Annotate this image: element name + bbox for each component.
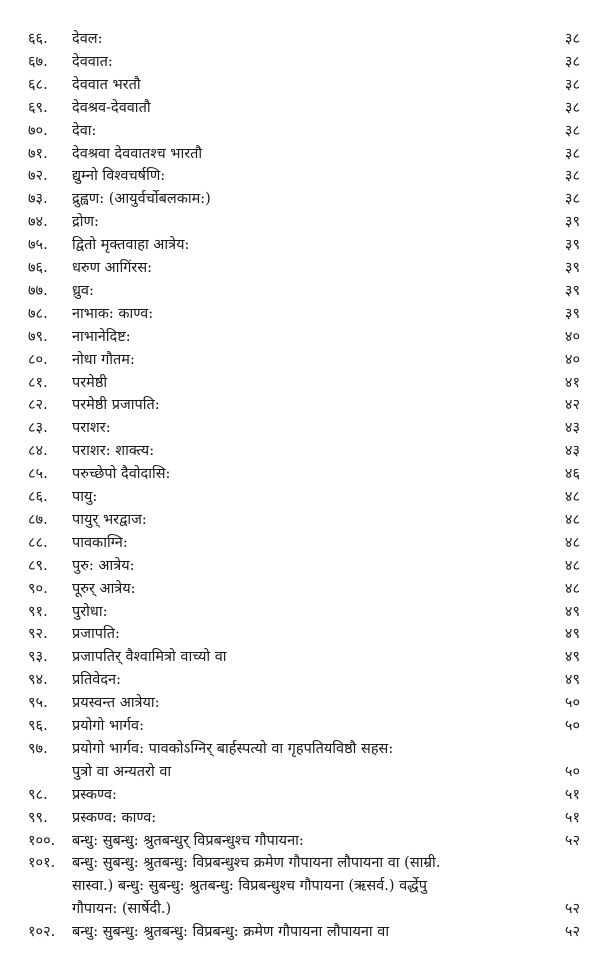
toc-entry [0, 921, 600, 944]
entry-page-number: ४१ [564, 374, 580, 391]
entry-title-line: देववात भरतौ [72, 76, 141, 93]
entry-number: ७८. [28, 305, 48, 322]
entry-title-line: द्वितो मृक्तवाहा आत्रेय: [72, 237, 190, 254]
entry-page-number: ३९ [564, 260, 580, 276]
entry-title-line: सास्वा.) बन्धु: सुबन्धु: श्रुतबन्धु: विप्रबन्धुश्च गौपायना (ऋसर्व.) वर्द्धेपु [72, 878, 427, 895]
entry-number: ९१. [28, 603, 48, 620]
entry-title-line: प्रयोगो भार्गव: पावकोऽग्निर् बार्हस्पत्यो वा गृहपतियविष्ठौ सहस: [72, 740, 394, 757]
entry-title-line: पुरोधा: [72, 603, 108, 620]
entry-page-number: ३९ [564, 214, 580, 231]
entry-number: १०२. [28, 924, 56, 941]
toc-entry [0, 165, 600, 188]
toc-entry [0, 532, 600, 555]
entry-number: ६६. [28, 31, 48, 47]
entry-number: १००. [28, 832, 56, 849]
entry-title-line: प्रस्कण्व: काण्व: [72, 809, 157, 826]
entry-number: ९०. [28, 580, 48, 597]
entry-title-line: नाभाक: काण्व: [72, 305, 154, 322]
toc-entry [0, 188, 600, 211]
entry-title-line: देवश्रवा देववातश्च भारतौ [72, 145, 203, 162]
entry-title-line: द्रोण: [72, 214, 99, 231]
entry-title-line: ध्रुव: [72, 282, 94, 299]
toc-entry [0, 555, 600, 578]
toc-entry [0, 623, 600, 646]
entry-number: ९५. [28, 695, 48, 712]
entry-number: ७२. [28, 168, 48, 185]
toc-entry [0, 807, 600, 830]
toc-entry [0, 852, 600, 921]
entry-page-number: ३८ [564, 99, 580, 116]
entry-number: ८६. [28, 489, 48, 505]
entry-title-line: प्रजापतिर् वैश्वामित्रो वाच्यो वा [72, 649, 227, 666]
toc-entry [0, 97, 600, 120]
entry-title-line: परुच्छेपो दैवोदासि: [72, 466, 171, 483]
entry-title-line: प्रजापति: [72, 626, 120, 643]
entry-page-number: ५१ [564, 809, 580, 826]
toc-entry [0, 349, 600, 372]
entry-number: ८४. [28, 443, 48, 460]
entry-number: ९९. [28, 809, 48, 826]
toc-entry [0, 715, 600, 738]
entry-page-number: ४३ [564, 443, 580, 460]
entry-page-number: ३९ [564, 237, 580, 254]
toc-entry [0, 28, 600, 51]
entry-page-number: ४८ [564, 489, 580, 505]
entry-title-line: द्रुह्वण: (आयुर्वर्चोबलकाम:) [72, 191, 211, 208]
entry-page-number: ४८ [564, 511, 580, 528]
entry-title-line: धरुण आगिंरस: [72, 260, 153, 276]
entry-number: ९६. [28, 718, 48, 734]
entry-title-line: बन्धु: सुबन्धु: श्रुतबन्धु: विप्रबन्धुश्च क्रमेण गौपायना लौपायना वा (साम्री. [72, 855, 441, 872]
entry-page-number: ५२ [564, 832, 580, 849]
entry-title-line: गौपायन: (सार्षेदी.) [72, 901, 172, 918]
entry-number: ७०. [28, 122, 48, 139]
entry-number: ६९. [28, 99, 48, 116]
entry-page-number: ५२ [564, 924, 580, 941]
entry-number: ७४. [28, 214, 48, 231]
entry-page-number: ४९ [564, 649, 580, 666]
entry-page-number: ४८ [564, 580, 580, 597]
toc-entry [0, 120, 600, 143]
toc-entry [0, 440, 600, 463]
toc-entry [0, 692, 600, 715]
entry-page-number: ५१ [564, 786, 580, 803]
entry-page-number: ३८ [564, 31, 580, 47]
toc-entry [0, 372, 600, 395]
entry-page-number: ४३ [564, 420, 580, 437]
toc-entry [0, 74, 600, 97]
entry-number: ७५. [28, 237, 48, 254]
toc-entry [0, 646, 600, 669]
entry-title-line: प्रतिवेदन: [72, 672, 121, 689]
entry-page-number: ३८ [564, 191, 580, 208]
entry-page-number: ५० [564, 763, 580, 780]
entry-number: ९७. [28, 740, 48, 757]
toc-entry [0, 417, 600, 440]
entry-page-number: ३८ [564, 168, 580, 185]
entry-title-line: परमेष्ठी प्रजापति: [72, 397, 160, 414]
entry-title-line: पावकाग्नि: [72, 534, 128, 551]
entry-number: १०१. [28, 855, 56, 872]
entry-title-line: देवश्रव-देववातौ [72, 99, 151, 116]
entry-title-line: देववात: [72, 53, 113, 70]
toc-entry [0, 51, 600, 74]
entry-number: ८५. [28, 466, 48, 483]
entry-number: ९८. [28, 786, 48, 803]
entry-title-line: नाभानेदिष्ट: [72, 328, 131, 345]
entry-page-number: ४० [564, 328, 580, 345]
entry-title-line: बन्धु: सुबन्धु: श्रुतबन्धु: विप्रबन्धु: क्रमेण गौपायना लौपायना वा [72, 924, 390, 941]
entry-number: ८८. [28, 534, 48, 551]
entry-page-number: ३९ [564, 305, 580, 322]
toc-entry [0, 234, 600, 257]
toc-entry [0, 784, 600, 807]
entry-number: ७९. [28, 328, 48, 345]
entry-title-line: देवल: [72, 31, 103, 47]
entry-number: ९२. [28, 626, 48, 643]
toc-entry [0, 669, 600, 692]
entry-number: ७७. [28, 282, 48, 299]
toc-entry [0, 463, 600, 486]
toc-entry [0, 280, 600, 303]
toc-entry [0, 394, 600, 417]
entry-title-line: पराशर: [72, 420, 111, 437]
entry-number: ९४. [28, 672, 48, 689]
entry-page-number: ३८ [564, 76, 580, 93]
entry-page-number: ५० [564, 718, 580, 734]
toc-entry [0, 326, 600, 349]
entry-number: ८२. [28, 397, 48, 414]
entry-page-number: ५२ [564, 901, 580, 918]
entry-page-number: ४९ [564, 672, 580, 689]
entry-page-number: ४९ [564, 603, 580, 620]
entry-title-line: परमेष्ठी [72, 374, 108, 391]
entry-title-line: बन्धु: सुबन्धु: श्रुतबन्धुर् विप्रबन्धुश्च गौपायना: [72, 832, 304, 849]
toc-entry [0, 578, 600, 601]
toc-entry [0, 303, 600, 326]
entry-number: ७३. [28, 191, 48, 208]
entry-title-line: नोधा गौतम: [72, 351, 135, 368]
entry-title-line: देवा: [72, 122, 97, 139]
entry-number: ७१. [28, 145, 48, 162]
entry-number: ८०. [28, 351, 48, 368]
toc-entry [0, 830, 600, 853]
entry-title-line: पुरु: आत्रेय: [72, 557, 135, 574]
entry-page-number: ४८ [564, 534, 580, 551]
entry-page-number: ४० [564, 351, 580, 368]
entry-page-number: ३९ [564, 282, 580, 299]
entry-title-line: प्रस्कण्व: [72, 786, 117, 803]
entry-page-number: ४८ [564, 557, 580, 574]
entry-page-number: ५० [564, 695, 580, 712]
entry-page-number: ४२ [564, 397, 580, 414]
entry-page-number: ४६ [564, 466, 580, 483]
entry-title-line: पूरुर् आत्रेय: [72, 580, 136, 597]
entry-number: ९३. [28, 649, 48, 666]
entry-title-line: पायुर् भरद्वाज: [72, 511, 147, 528]
toc-entry [0, 143, 600, 166]
entry-title-line: पुत्रो वा अन्यतरो वा [72, 763, 172, 780]
entry-title-line: द्युम्नो विश्वचर्षणि: [72, 168, 166, 185]
entry-number: ६७. [28, 53, 48, 70]
entry-number: ८१. [28, 374, 48, 391]
entry-number: ८७. [28, 511, 48, 528]
toc-entry [0, 257, 600, 280]
toc-entry [0, 486, 600, 509]
toc-entry [0, 738, 600, 784]
entry-title-line: पराशर: शाक्त्य: [72, 443, 155, 460]
entry-number: ८३. [28, 420, 48, 437]
toc-entry [0, 509, 600, 532]
entry-page-number: ३८ [564, 145, 580, 162]
entry-title-line: प्रयोगो भार्गव: [72, 718, 145, 734]
toc-entry [0, 211, 600, 234]
entry-page-number: ३८ [564, 122, 580, 139]
entry-number: ६८. [28, 76, 48, 93]
toc-entry [0, 601, 600, 624]
entry-page-number: ३८ [564, 53, 580, 70]
entry-page-number: ४९ [564, 626, 580, 643]
entry-title-line: पायु: [72, 489, 98, 505]
entry-title-line: प्रयस्वन्त आत्रेया: [72, 695, 160, 712]
entry-number: ८९. [28, 557, 48, 574]
entry-number: ७६. [28, 260, 48, 276]
